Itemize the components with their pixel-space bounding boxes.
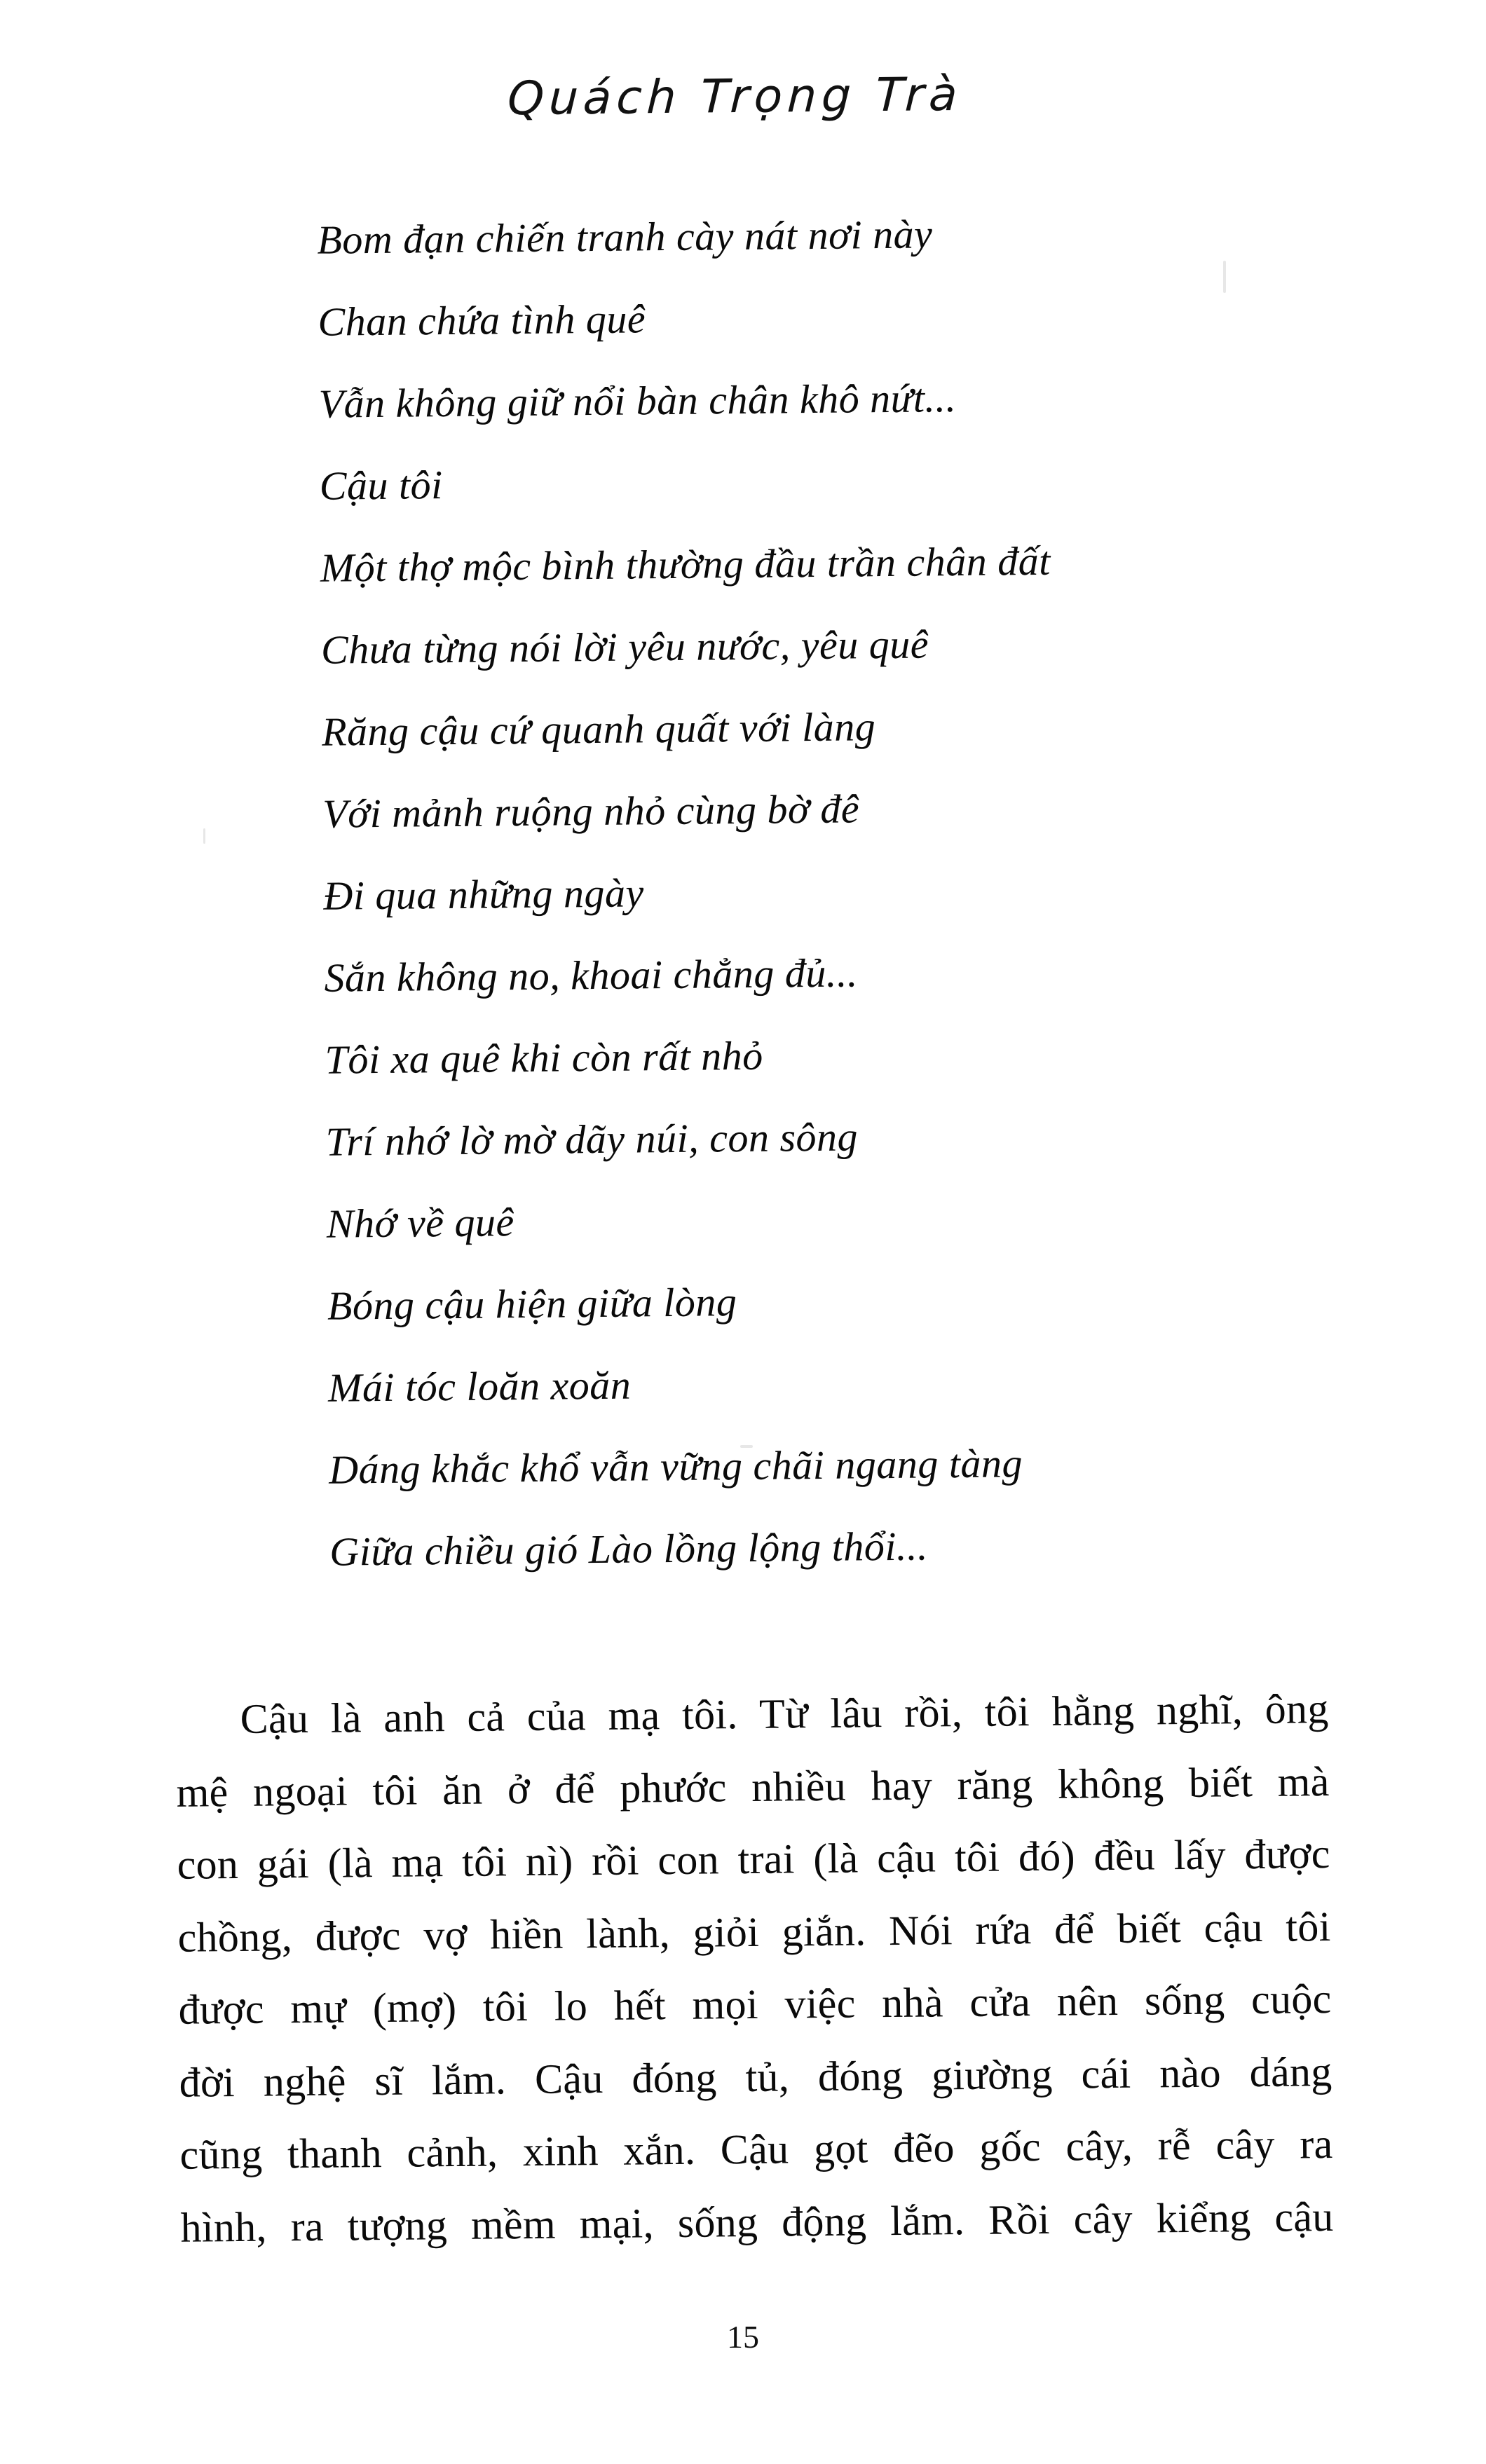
prose-paragraph <box>7 1671 1486 2266</box>
prose-line: cũng thanh cảnh, xinh xắn. Cậu gọt đẽo gốc cây, rễ cây ra <box>179 2121 1333 2178</box>
scan-smudge <box>1223 261 1226 293</box>
poem-line: Nhớ về quê <box>326 1199 515 1247</box>
prose-line: được mự (mợ) tôi lo hết mọi việc nhà cửa nên sống cuộc <box>178 1976 1332 2033</box>
poem-line: Với mảnh ruộng nhỏ cùng bờ đê <box>322 786 860 837</box>
poem-line: Dáng khắc khổ vẫn vững chãi ngang tàng <box>328 1440 1023 1493</box>
poem-line: Đi qua những ngày <box>323 870 645 919</box>
prose-line: chồng, được vợ hiền lành, giỏi giắn. Nói rứa để biết cậu tôi <box>177 1903 1331 1961</box>
poem-line: Trí nhớ lờ mờ dãy núi, con sông <box>325 1114 859 1165</box>
prose-line: hình, ra tượng mềm mại, sống động lắm. Rồi cây kiểng cậu <box>180 2193 1334 2251</box>
running-head-author: Quách Trọng Trà <box>506 67 964 126</box>
scanned-content <box>0 53 1486 2266</box>
poem-line: Chan chứa tình quê <box>318 296 646 345</box>
poem-line: Tôi xa quê khi còn rất nhỏ <box>325 1032 764 1083</box>
prose-line: con gái (là mạ tôi nì) rồi con trai (là cậu tôi đó) đều lấy được <box>177 1830 1330 1888</box>
poem-line: Bom đạn chiến tranh cày nát nơi này <box>317 211 933 263</box>
poem-block <box>0 188 1486 1596</box>
poem-line: Răng cậu cứ quanh quất với làng <box>321 704 876 755</box>
poem-line: Mái tóc loăn xoăn <box>327 1362 632 1411</box>
poem-line: Cậu tôi <box>319 462 443 509</box>
poem-line: Một thợ mộc bình thường đầu trần chân đất <box>320 538 1051 591</box>
prose-line: mệ ngoại tôi ăn ở để phước nhiều hay răng không biết mà <box>176 1758 1330 1816</box>
poem-line: Chưa từng nói lời yêu nước, yêu quê <box>320 621 929 673</box>
poem-line: Bóng cậu hiện giữa lòng <box>327 1279 737 1329</box>
scan-smudge <box>203 828 205 844</box>
poem-line: Sắn không no, khoai chẳng đủ... <box>324 950 859 1001</box>
prose-line: Cậu là anh cả của mạ tôi. Từ lâu rồi, tôi hằng nghĩ, ông <box>240 1685 1329 1742</box>
poem-line: Giữa chiều gió Lào lồng lộng thổi... <box>329 1523 929 1575</box>
scan-smudge <box>740 1445 753 1448</box>
page-number: 15 <box>727 2319 759 2355</box>
poem-line: Vẫn không giữ nổi bàn chân khô nứt... <box>318 375 957 427</box>
prose-line: đời nghệ sĩ lắm. Cậu đóng tủ, đóng giường cái nào dáng <box>179 2048 1332 2106</box>
